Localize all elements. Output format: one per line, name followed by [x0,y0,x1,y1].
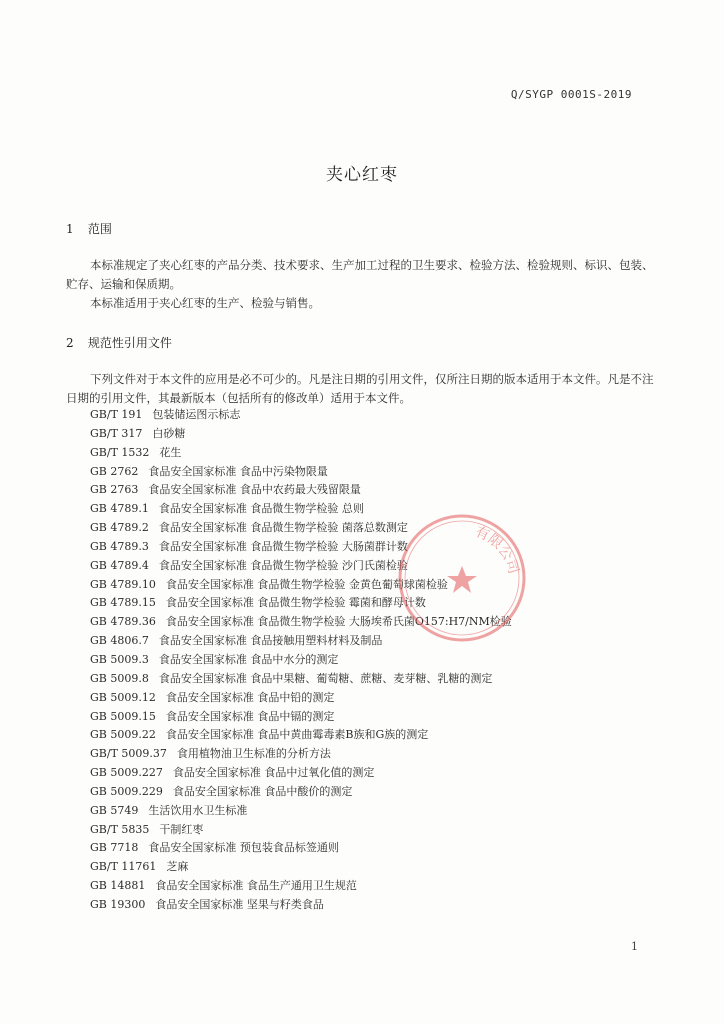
reference-code: GB 5009.22 [90,728,156,742]
reference-code: GB 4789.36 [90,615,156,629]
reference-item [90,745,650,764]
reference-item [90,576,650,595]
section-1-paragraph-1: 本标准规定了夹心红枣的产品分类、技术要求、生产加工过程的卫生要求、检验方法、检验规则、标识、包装、贮存、运输和保质期。 [66,258,654,291]
svg-text:有限公司: 有限公司 [472,523,522,576]
reference-code: GB/T 5009.37 [90,747,167,761]
reference-title: 食品安全国家标准 预包装食品标签通则 [148,841,339,855]
reference-item [90,406,650,425]
reference-title: 食品安全国家标准 食品中过氧化值的测定 [172,766,375,780]
reference-title: 食品安全国家标准 食品微生物学检验 总则 [158,502,364,516]
reference-item [90,689,650,708]
reference-code: GB 5009.227 [90,766,163,780]
reference-code: GB 5009.15 [90,709,156,723]
reference-title: 食品安全国家标准 食品中铅的测定 [165,690,335,704]
reference-title: 食品安全国家标准 食品微生物学检验 金黄色葡萄球菌检验 [165,577,448,591]
section-1-heading [66,220,112,237]
reference-title: 食品安全国家标准 食品中农药最大残留限量 [148,483,361,497]
reference-title: 食品安全国家标准 坚果与籽类食品 [155,897,324,911]
reference-title: 食用植物油卫生标准的分析方法 [176,747,331,761]
section-number: 2 [66,336,74,350]
reference-title: 生活饮用水卫生标准 [148,803,248,817]
reference-code: GB 4789.3 [90,539,149,553]
reference-code: GB/T 5835 [90,822,150,836]
reference-item [90,481,650,500]
reference-title: 食品安全国家标准 食品接触用塑料材料及制品 [158,634,383,648]
reference-title: 食品安全国家标准 食品微生物学检验 沙门氏菌检验 [158,558,408,572]
section-number: 1 [66,222,74,236]
reference-code: GB/T 11761 [90,860,157,874]
document-title: 夹心红枣 [326,165,398,185]
reference-item [90,802,650,821]
reference-code: GB 19300 [90,897,146,911]
reference-title: 白砂糖 [152,426,186,440]
section-1-paragraph-2: 本标准适用于夹心红枣的生产、检验与销售。 [90,296,320,310]
reference-item [90,444,650,463]
reference-item [90,764,650,783]
reference-item [90,613,650,632]
reference-title: 食品安全国家标准 食品微生物学检验 大肠菌群计数 [158,539,408,553]
reference-title: 芝麻 [166,860,189,874]
reference-code: GB 4789.1 [90,502,149,516]
reference-item [90,877,650,896]
reference-list [90,406,650,915]
reference-item [90,538,650,557]
reference-title: 包装储运图示标志 [152,408,241,421]
reference-title: 食品安全国家标准 食品中镉的测定 [165,709,335,723]
reference-item [90,463,650,482]
reference-title: 食品安全国家标准 食品中酸价的测定 [172,784,353,798]
section-2-intro: 下列文件对于本文件的应用是必不可少的。凡是注日期的引用文件，仅所注日期的版本适用于本文件。凡是不注日期的引用文件，其最新版本（包括所有的修改单）适用于本文件。 [66,372,654,405]
reference-code: GB 4789.2 [90,521,149,535]
reference-title: 食品安全国家标准 食品微生物学检验 菌落总数测定 [158,521,408,535]
reference-item [90,425,650,444]
reference-item [90,632,650,651]
reference-item [90,783,650,802]
section-2-heading [66,334,172,351]
reference-item [90,708,650,727]
reference-title: 食品安全国家标准 食品中水分的测定 [158,652,339,666]
section-title: 规范性引用文件 [87,336,172,350]
reference-item [90,726,650,745]
reference-code: GB 5009.229 [90,784,163,798]
reference-title: 干制红枣 [159,822,204,836]
reference-title: 花生 [159,445,182,459]
reference-item [90,670,650,689]
reference-title: 食品安全国家标准 食品微生物学检验 大肠埃希氏菌O157:H7/NM检验 [165,615,512,629]
page-number: 1 [631,940,638,953]
reference-code: GB 4789.10 [90,577,156,591]
reference-item [90,858,650,877]
reference-code: GB 2763 [90,483,139,497]
reference-item [90,651,650,670]
reference-code: GB 5009.12 [90,690,156,704]
reference-item [90,557,650,576]
section-title: 范围 [87,222,112,236]
reference-code: GB 7718 [90,841,139,855]
reference-title: 食品安全国家标准 食品中污染物限量 [148,464,328,478]
reference-code: GB 4789.15 [90,596,156,610]
reference-code: GB/T 191 [90,408,143,421]
reference-item [90,896,650,915]
reference-code: GB 14881 [90,879,146,893]
reference-title: 食品安全国家标准 食品中黄曲霉毒素B族和G族的测定 [165,728,429,742]
reference-code: GB 4789.4 [90,558,149,572]
reference-code: GB 5009.8 [90,671,149,685]
document-code: Q/SYGP 0001S-2019 [510,88,632,101]
reference-title: 食品安全国家标准 食品中果糖、葡萄糖、蔗糖、麦芽糖、乳糖的测定 [158,671,493,685]
reference-item [90,821,650,840]
reference-code: GB/T 1532 [90,445,150,459]
reference-code: GB/T 317 [90,426,143,440]
reference-title: 食品安全国家标准 食品生产通用卫生规范 [155,879,357,893]
reference-item [90,594,650,613]
reference-code: GB 4806.7 [90,634,149,648]
reference-code: GB 2762 [90,464,139,478]
reference-item [90,500,650,519]
reference-item [90,519,650,538]
company-seal-stamp [392,508,532,648]
reference-title: 食品安全国家标准 食品微生物学检验 霉菌和酵母计数 [165,596,426,610]
reference-code: GB 5009.3 [90,652,149,666]
reference-item [90,839,650,858]
reference-code: GB 5749 [90,803,139,817]
